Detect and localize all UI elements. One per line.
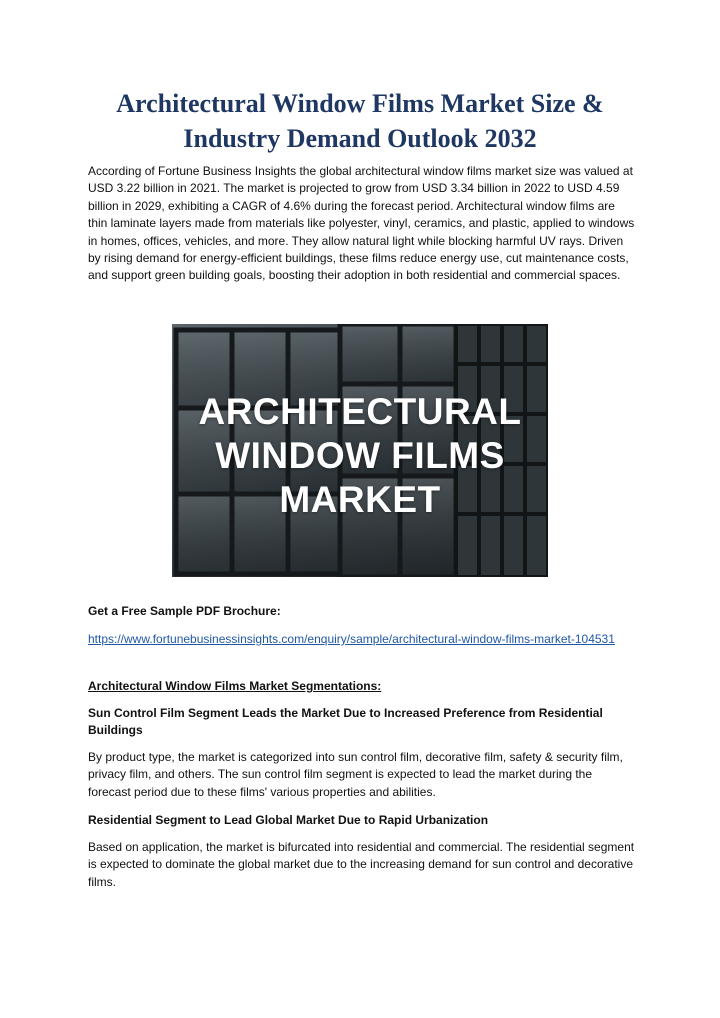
- hero-caption-line-1: ARCHITECTURAL: [198, 391, 522, 432]
- sample-brochure-heading: Get a Free Sample PDF Brochure:: [88, 604, 281, 618]
- hero-caption-line-3: MARKET: [279, 479, 441, 520]
- application-segment-heading: Residential Segment to Lead Global Market Due to Rapid Urbanization: [88, 813, 489, 827]
- hero-caption: [172, 390, 548, 522]
- page-title-line-1: Architectural Window Films Market Size &: [116, 89, 604, 118]
- hero-image: [172, 324, 548, 577]
- page-title-line-2: Industry Demand Outlook 2032: [183, 124, 537, 153]
- intro-paragraph: According of Fortune Business Insights the global architectural window films market size was valued at USD 3.22 billion in 2021. The market is projected to grow from USD 3.34 billion in 2022 to USD 4.59 billion in 2029, exhibiting a CAGR of 4.6% during the forecast period. Architectural window films are thin laminate layers made from materials like polyester, vinyl, ceramics, and plastic, applied to windows in homes, offices, vehicles, and more. They allow natural light while blocking harmful UV rays. Driven by rising demand for energy-efficient buildings, these films reduce energy use, cut maintenance costs, and support green building goals, boosting their adoption in both residential and commercial spaces.: [88, 164, 635, 283]
- product-segment-paragraph: By product type, the market is categorized into sun control film, decorative film, safety & security film, privacy film, and others. The sun control film segment is expected to lead the market during the forecast period due to these films' various properties and abilities.: [88, 750, 623, 799]
- sample-brochure-link[interactable]: https://www.fortunebusinessinsights.com/enquiry/sample/architectural-window-films-market-104531: [88, 632, 615, 646]
- segmentations-heading: Architectural Window Films Market Segmentations:: [88, 679, 382, 693]
- page-title: [60, 86, 660, 156]
- sample-brochure-link-paragraph: [88, 631, 636, 648]
- hero-caption-line-2: WINDOW FILMS: [215, 435, 505, 476]
- application-segment-paragraph: Based on application, the market is bifurcated into residential and commercial. The residential segment is expected to dominate the global market due to the increasing demand for sun control and decorative films.: [88, 840, 635, 889]
- product-segment-heading: Sun Control Film Segment Leads the Market Due to Increased Preference from Residential Buildings: [88, 706, 603, 738]
